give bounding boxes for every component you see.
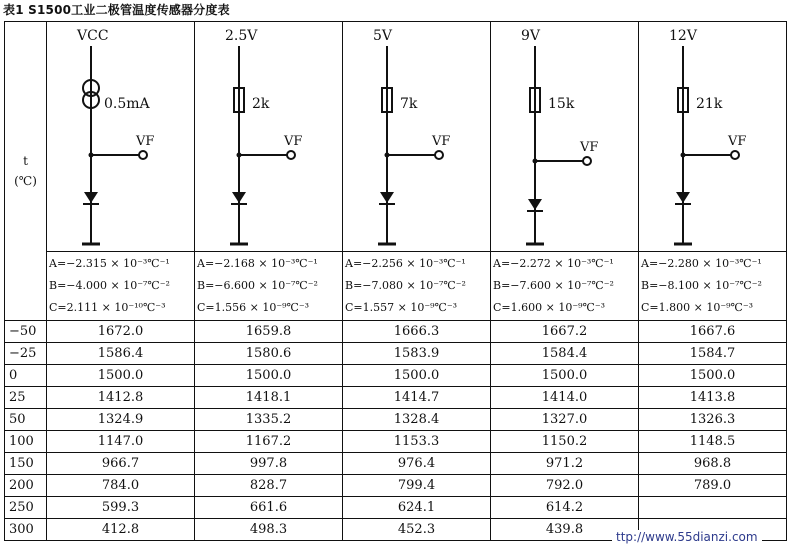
output-terminal-icon — [583, 157, 591, 165]
coef-b: B=−7.080 × 10⁻⁷℃⁻² — [345, 279, 466, 292]
coef-a: A=−2.280 × 10⁻³℃⁻¹ — [641, 257, 762, 270]
table-row — [5, 321, 787, 343]
circuit-cell — [195, 22, 343, 252]
circuit-row — [5, 22, 787, 252]
voltage-value: 1500.0 — [491, 365, 639, 387]
supply-label: 9V — [521, 28, 541, 44]
temperature-value: 100 — [5, 431, 47, 453]
coef-a: A=−2.272 × 10⁻³℃⁻¹ — [493, 257, 614, 270]
voltage-value: 1147.0 — [47, 431, 195, 453]
voltage-value: 792.0 — [491, 475, 639, 497]
supply-label: 5V — [373, 28, 393, 44]
voltage-value: 1413.8 — [639, 387, 787, 409]
coefficient-cell — [47, 252, 195, 321]
circuit-diagram — [47, 22, 195, 251]
table-title: 表1 S1500工业二极管温度传感器分度表 — [3, 3, 230, 17]
diode-icon — [675, 192, 691, 204]
output-label: VF — [728, 134, 747, 149]
voltage-value: 799.4 — [343, 475, 491, 497]
diode-icon — [527, 199, 543, 211]
voltage-value: 1414.0 — [491, 387, 639, 409]
table-row — [5, 431, 787, 453]
voltage-value: 439.8 — [491, 519, 639, 541]
circuit-cell — [639, 22, 787, 252]
coef-b: B=−8.100 × 10⁻⁷℃⁻² — [641, 279, 762, 292]
table-row — [5, 365, 787, 387]
voltage-value: 1326.3 — [639, 409, 787, 431]
voltage-value: 412.8 — [47, 519, 195, 541]
voltage-value: 614.2 — [491, 497, 639, 519]
temperature-header — [5, 22, 47, 321]
component-value: 7k — [400, 96, 418, 112]
temperature-value: −50 — [5, 321, 47, 343]
voltage-value: 452.3 — [343, 519, 491, 541]
voltage-value: 828.7 — [195, 475, 343, 497]
data-body — [5, 321, 787, 541]
temperature-value: 250 — [5, 497, 47, 519]
diode-icon — [83, 192, 99, 204]
watermark: ttp://www.55dianzi.com — [612, 530, 762, 544]
calibration-table — [4, 21, 787, 541]
temperature-value: 50 — [5, 409, 47, 431]
voltage-value: 1500.0 — [639, 365, 787, 387]
temperature-unit: (℃) — [14, 174, 37, 188]
junction-dot — [385, 153, 390, 158]
voltage-value: 1414.7 — [343, 387, 491, 409]
voltage-value: 971.2 — [491, 453, 639, 475]
temperature-symbol: t — [23, 154, 28, 168]
temperature-value: 200 — [5, 475, 47, 497]
component-value: 0.5mA — [104, 96, 150, 112]
circuit-cell — [47, 22, 195, 252]
junction-dot — [681, 153, 686, 158]
temperature-value: 25 — [5, 387, 47, 409]
output-label: VF — [580, 140, 599, 155]
coef-a: A=−2.168 × 10⁻³℃⁻¹ — [197, 257, 318, 270]
coef-b: B=−7.600 × 10⁻⁷℃⁻² — [493, 279, 614, 292]
temperature-value: 300 — [5, 519, 47, 541]
voltage-value: 1584.7 — [639, 343, 787, 365]
supply-label: 2.5V — [225, 28, 258, 44]
voltage-value: 968.8 — [639, 453, 787, 475]
voltage-value: 599.3 — [47, 497, 195, 519]
supply-label: 12V — [669, 28, 697, 44]
voltage-value: 789.0 — [639, 475, 787, 497]
table-row — [5, 453, 787, 475]
voltage-value: 1586.4 — [47, 343, 195, 365]
temperature-value: 0 — [5, 365, 47, 387]
coef-a: A=−2.315 × 10⁻³℃⁻¹ — [49, 257, 170, 270]
table-row — [5, 343, 787, 365]
voltage-value: 976.4 — [343, 453, 491, 475]
output-terminal-icon — [435, 151, 443, 159]
table-row — [5, 475, 787, 497]
circuit-cell — [343, 22, 491, 252]
junction-dot — [89, 153, 94, 158]
output-terminal-icon — [287, 151, 295, 159]
table-row — [5, 387, 787, 409]
coefficient-cell — [195, 252, 343, 321]
voltage-value: 1148.5 — [639, 431, 787, 453]
component-value: 2k — [252, 96, 270, 112]
voltage-value: 1500.0 — [47, 365, 195, 387]
circuit-diagram — [343, 22, 491, 251]
voltage-value: 1659.8 — [195, 321, 343, 343]
coefficient-cell — [639, 252, 787, 321]
voltage-value: 1335.2 — [195, 409, 343, 431]
coef-a: A=−2.256 × 10⁻³℃⁻¹ — [345, 257, 466, 270]
voltage-value — [639, 497, 787, 519]
coef-c: C=1.800 × 10⁻⁹℃⁻³ — [641, 301, 754, 314]
coef-b: B=−4.000 × 10⁻⁷℃⁻² — [49, 279, 170, 292]
circuit-diagram — [195, 22, 343, 251]
coefficient-cell — [491, 252, 639, 321]
coef-b: B=−6.600 × 10⁻⁷℃⁻² — [197, 279, 318, 292]
voltage-value: 1328.4 — [343, 409, 491, 431]
voltage-value: 1150.2 — [491, 431, 639, 453]
table-row — [5, 409, 787, 431]
voltage-value: 1327.0 — [491, 409, 639, 431]
voltage-value: 1500.0 — [195, 365, 343, 387]
output-label: VF — [136, 134, 155, 149]
output-label: VF — [432, 134, 451, 149]
voltage-value: 1500.0 — [343, 365, 491, 387]
diode-icon — [379, 192, 395, 204]
voltage-value: 1324.9 — [47, 409, 195, 431]
output-label: VF — [284, 134, 303, 149]
coefficient-row — [5, 252, 787, 321]
voltage-value: 661.6 — [195, 497, 343, 519]
voltage-value: 1672.0 — [47, 321, 195, 343]
voltage-value: 784.0 — [47, 475, 195, 497]
voltage-value: 1667.2 — [491, 321, 639, 343]
voltage-value: 1667.6 — [639, 321, 787, 343]
temperature-value: 150 — [5, 453, 47, 475]
coef-c: C=1.600 × 10⁻⁹℃⁻³ — [493, 301, 606, 314]
voltage-value: 1666.3 — [343, 321, 491, 343]
coef-c: C=2.111 × 10⁻¹⁰℃⁻³ — [49, 301, 166, 314]
voltage-value: 1580.6 — [195, 343, 343, 365]
coef-c: C=1.556 × 10⁻⁹℃⁻³ — [197, 301, 310, 314]
temperature-value: −25 — [5, 343, 47, 365]
voltage-value: 1167.2 — [195, 431, 343, 453]
coef-c: C=1.557 × 10⁻⁹℃⁻³ — [345, 301, 458, 314]
voltage-value: 1412.8 — [47, 387, 195, 409]
voltage-value: 624.1 — [343, 497, 491, 519]
voltage-value: 997.8 — [195, 453, 343, 475]
table-row — [5, 497, 787, 519]
junction-dot — [533, 159, 538, 164]
supply-label: VCC — [77, 28, 109, 44]
circuit-cell — [491, 22, 639, 252]
voltage-value: 1584.4 — [491, 343, 639, 365]
junction-dot — [237, 153, 242, 158]
voltage-value: 498.3 — [195, 519, 343, 541]
component-value: 15k — [548, 96, 575, 112]
voltage-value: 966.7 — [47, 453, 195, 475]
voltage-value: 1418.1 — [195, 387, 343, 409]
component-value: 21k — [696, 96, 723, 112]
circuit-diagram — [639, 22, 787, 251]
output-terminal-icon — [731, 151, 739, 159]
diode-icon — [231, 192, 247, 204]
voltage-value: 1153.3 — [343, 431, 491, 453]
circuit-diagram — [491, 22, 639, 251]
voltage-value: 1583.9 — [343, 343, 491, 365]
coefficient-cell — [343, 252, 491, 321]
output-terminal-icon — [139, 151, 147, 159]
